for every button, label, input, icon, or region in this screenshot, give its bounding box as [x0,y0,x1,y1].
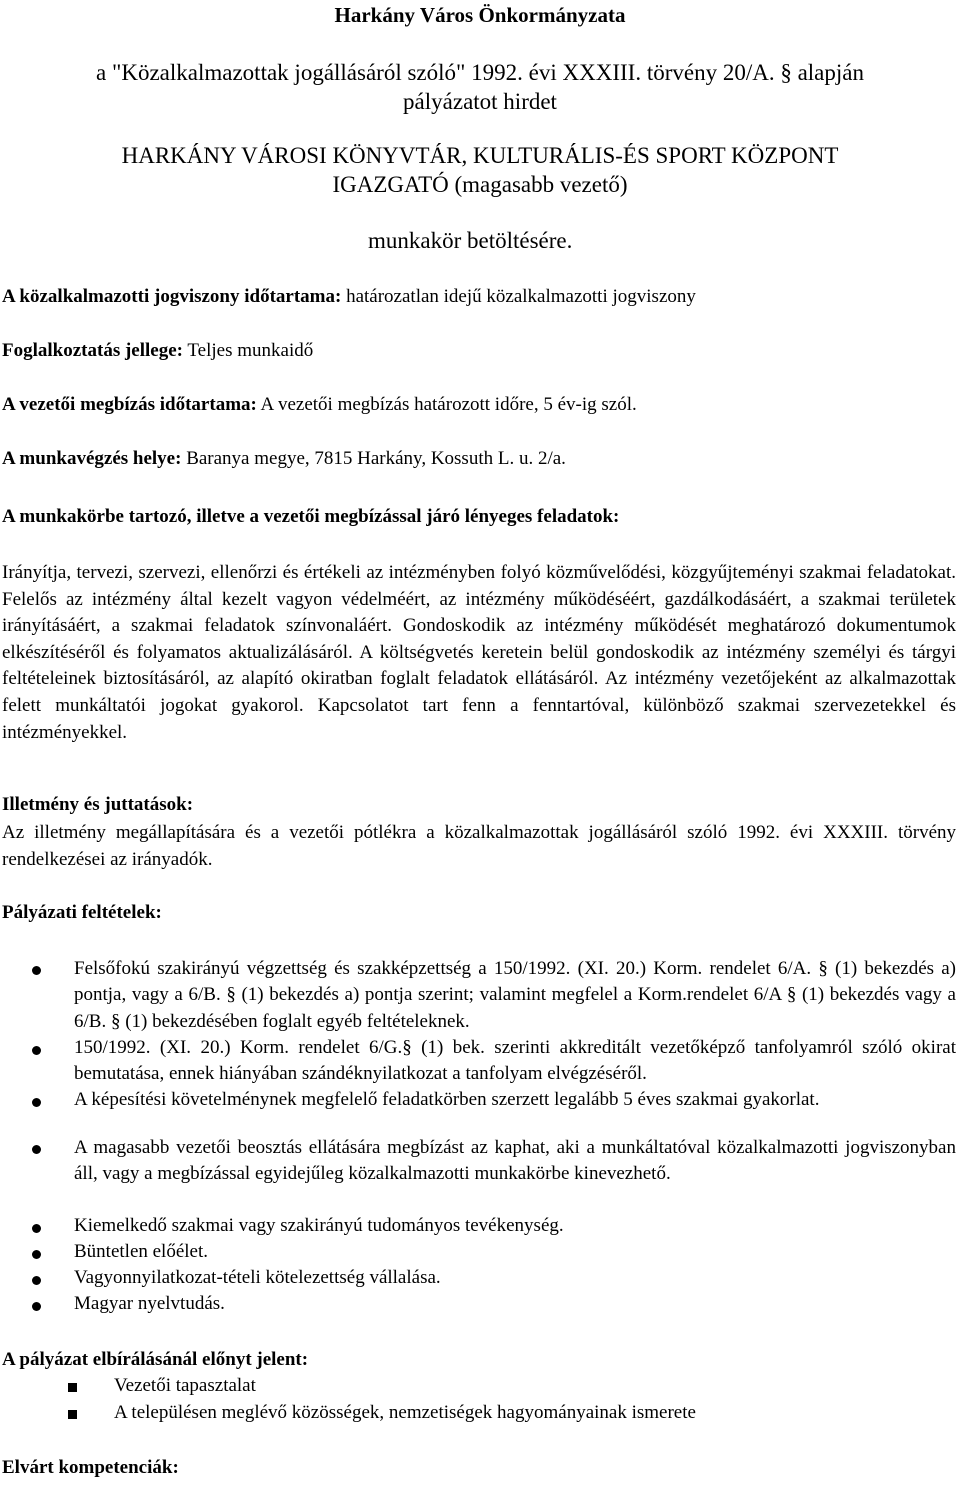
org-title: Harkány Város Önkormányzata [334,3,626,27]
condition-item: A magasabb vezetői beosztás ellátására megbízást az kaphat, aki a munkáltatóval közalkalmazotti jogviszonyban áll, vagy a megbízással egyidejűleg közalkalmazotti munkakörbe kinevezhető. [74,1137,956,1185]
location-label: A munkavégzés helye: [2,448,182,469]
mandate-label: A vezetői megbízás időtartama: [2,394,257,415]
condition-item: 150/1992. (XI. 20.) Korm. rendelet 6/G.§ (1) bek. szerinti akkreditált vezetőképző tanfolyamról szóló okirat bemutatása, ennek hiányában szándéknyilatkozat a tanfolyam elvégzéséről. [74,1037,956,1085]
condition-item: A képesítési követelménynek megfelelő feladatkörben szerzett legalább 5 éves szakmai gyakorlat. [74,1089,820,1110]
location-value: Baranya megye, 7815 Harkány, Kossuth L. u. 2/a. [181,448,566,469]
bullet-icon [32,966,41,975]
condition-item: Magyar nyelvtudás. [74,1293,225,1314]
mandate-field [2,394,637,416]
announcement: pályázatot hirdet [403,89,557,114]
bullet-icon [32,1250,41,1259]
filling-text: munkakör betöltésére. [368,228,573,253]
duties-text: Irányítja, tervezi, szervezi, ellenőrzi és értékeli az intézményben folyó közművelődési, közgyűjteményi szakmai feladatokat. Felelős az intézmény által kezelt vagyon védelméért, az intézmény működéséért, gazdálkodásáért, a szakmai területek irányításáért, a szakmai feladatok színvonaláért. Gondoskodik az intézmény működését meghatározó dokumentumok elkészítéséről és folyamatos aktualizálásáról. A költségvetés keretein belül gondoskodik az intézmény személyi és tárgyi feltételeinek biztosításáról, az alapító okiratban foglalt feladatok ellátásáról. Az intézmény vezetőjeként az alkalmazottak felett munkáltatói jogokat gyakorol. Kapcsolatot tart fenn a fenntartóval, különböző szakmai szervezetekkel és intézményekkel. [2,562,956,743]
duration-field [2,286,696,308]
salary-text: Az illetmény megállapítására és a vezetői pótlékra a közalkalmazottak jogállásáról szóló 1992. évi XXXIII. törvény rendelkezései az irányadók. [2,822,956,870]
position-title: IGAZGATÓ (magasabb vezető) [332,172,628,197]
location-field [2,448,566,470]
law-reference: a "Közalkalmazottak jogállásáról szóló" 1992. évi XXXIII. törvény 20/A. § alapján [96,60,864,85]
bullet-icon [32,1276,41,1285]
advantage-item: A településen meglévő közösségek, nemzetiségek hagyományainak ismerete [114,1402,696,1423]
employment-value: Teljes munkaidő [182,340,314,361]
employment-label: Foglalkoztatás jellege: [2,340,183,361]
conditions-heading: Pályázati feltételek: [2,902,162,923]
duration-label: A közalkalmazotti jogviszony időtartama: [2,286,342,307]
mandate-value: A vezetői megbízás határozott időre, 5 év-ig szól. [256,394,637,415]
advantage-item: Vezetői tapasztalat [114,1375,256,1396]
bullet-icon [32,1046,41,1055]
condition-item: Kiemelkedő szakmai vagy szakirányú tudományos tevékenység. [74,1215,564,1236]
employment-field [2,340,313,362]
condition-item: Büntetlen előélet. [74,1241,209,1262]
square-bullet-icon [68,1410,77,1419]
bullet-icon [32,1145,41,1154]
duties-heading: A munkakörbe tartozó, illetve a vezetői megbízással járó lényeges feladatok: [2,506,620,527]
condition-item: Vagyonnyilatkozat-tételi kötelezettség vállalása. [74,1267,441,1288]
duration-value: határozatlan idejű közalkalmazotti jogviszony [341,286,696,307]
condition-item: Felsőfokú szakirányú végzettség és szakképzettség a 150/1992. (XI. 20.) Korm. rendelet 6/A. § (1) bekezdés a) pontja, vagy a 6/B. § (1) bekezdés a) pontja szerint; valamint megfelel a Korm.rendelet 6/A § (1) bekezdés vagy a 6/B. § (1) bekezdésében foglalt egyéb feltételeknek. [74,958,956,1032]
bullet-icon [32,1302,41,1311]
bullet-icon [32,1224,41,1233]
advantages-heading: A pályázat elbírálásánál előnyt jelent: [2,1349,309,1370]
institution-name: HARKÁNY VÁROSI KÖNYVTÁR, KULTURÁLIS-ÉS SPORT KÖZPONT [121,143,839,168]
salary-heading: Illetmény és juttatások: [2,794,194,815]
competencies-heading: Elvárt kompetenciák: [2,1457,179,1478]
bullet-icon [32,1098,41,1107]
square-bullet-icon [68,1383,77,1392]
